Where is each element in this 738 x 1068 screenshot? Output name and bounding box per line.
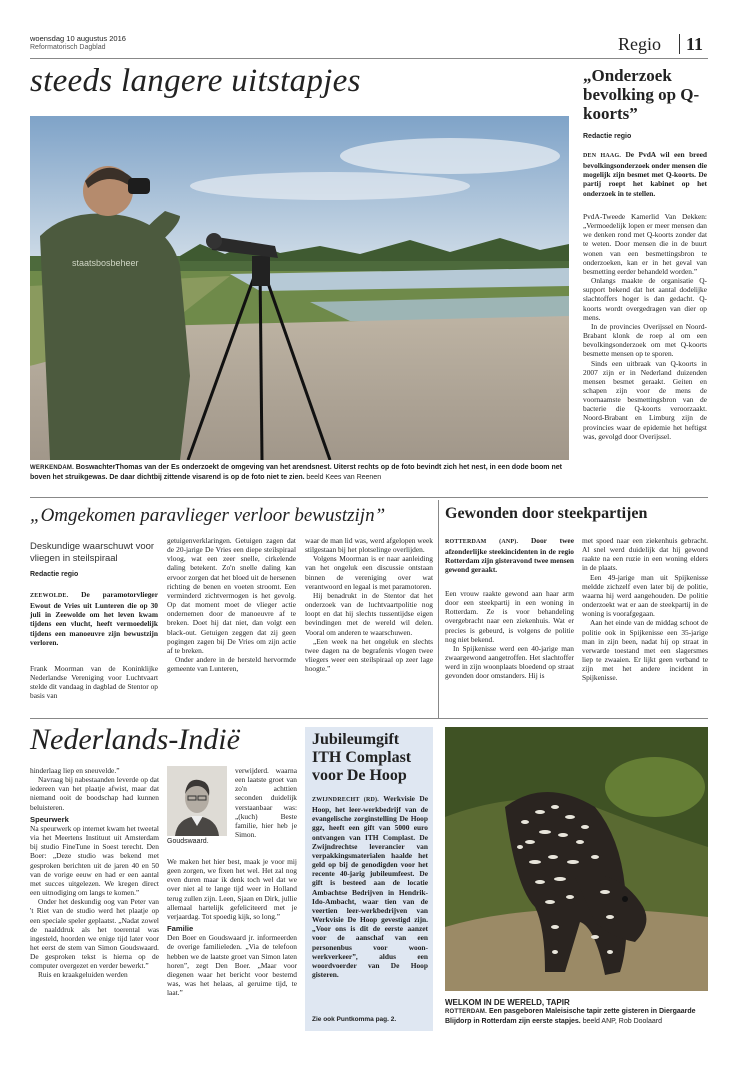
story6-headline: Jubileumgift ITH Complast voor De Hoop (312, 731, 412, 784)
section-rule-1 (30, 497, 708, 498)
story2-lead: DEN HAAG. De PvdA wil een breed bevolkingsonderzoek onder mensen die mogelijk zijn besmet met Q-koorts. De partij roept het kabinet op het onderzoek in te stellen. (583, 150, 707, 198)
story2-headline: „Onderzoek bevolking op Q-koorts” (583, 66, 700, 123)
section-rule-2 (30, 718, 708, 719)
story7-photo (445, 727, 708, 991)
story1-headline: steeds langere uitstapjes (30, 63, 361, 99)
story3-lead: ZEEWOLDE. De paramotorvlieger Ewout de Vries uit Lunteren die op 30 juli in Zeewolde om het leven kwam tijdens een vlucht, heeft vermoedelijk tijdens een manoeuvre zijn bewustzijn verloren. (30, 590, 158, 647)
story3-col3: waar de man lid was, werd afgelopen week stilgestaan bij het plotselinge overlijden. Volgens Moorman is er naar aanleiding van het ongeluk een discussie ontstaan binnen de vereniging over wat verantwoord en legaal is met paramotoren. Hij benadrukt in de Stentor dat het onderzoek van de luchtvaartpolitie nog loopt en dat hij slechts tussentijdse eigen bevindingen met de wereld wil delen. Vooral om anderen te waarschuwen. „Een week na het ongeluk en slechts twee dagen na de begrafenis vlogen twee vliegers weer een steilspiraal op zeer lage hoogte.” (305, 536, 433, 674)
story4-headline: Gewonden door steekpartijen (445, 505, 648, 522)
story4-col2: met spoed naar een ziekenhuis gebracht. Al snel werd duidelijk dat hij gewond raakte na een ruzie in een woning elders in de plaats. Een 49-jarige man uit Spijkenisse meldde zichzelf even later bij de politie, waarna hij werd aangehouden. De politie onderzoekt wat er aan de steekpartij in de woning is voorafgegaan. Aan het einde van de middag schoot de politie ook in Spijkenisse een 35-jarige man in zijn been, nadat hij op straat in verwarde toestand met een slagersmes liep te zwaaien. Er lijkt geen verband te zijn met het andere incident in Spijkenisse. (582, 536, 708, 683)
vest-logo: staatsbosbeheer (72, 258, 139, 268)
story3-kicker: Deskundige waarschuwt voor vliegen in steilspiraal (30, 541, 155, 564)
story3-headline: „Omgekomen paravlieger verloor bewustzijn” (30, 505, 386, 526)
header-divider (679, 34, 680, 54)
story4-col1: Een vrouw raakte gewond aan haar arm door een steekpartij in een woning in Rotterdam. Ze is voor behandeling overgebracht naar een ziekenhuis. Wat er precies is gebeurd, is volgens de politie nog niet bekend. In Spijkenisse werd een 40-jarige man zwaargewond aangetroffen. Het slachtoffer werd in zijn woonplaats bloedend op straat gevonden door omstanders. Hij is (445, 589, 574, 681)
story7-caption: WELKOM IN DE WERELD, TAPIR ROTTERDAM. Een pasgeboren Maleisische tapir zette gisteren in Diergaarde Blijdorp in Rotterdam zijn eerste stapjes. beeld ANP, Rob Doolaard (445, 998, 708, 1026)
subhead-speurwerk: Speurwerk (30, 814, 69, 824)
vertical-rule (438, 500, 439, 718)
story6-lead: ZWIJNDRECHT (RD). Werkvisie De Hoop, het leer-werkbedrijf van de evangelische zorginstelling De Hoop ggz, heeft een gift van 5000 euro ontvangen van ITH Complast. De Zwijndrechtse leverancier van verpakkingsmaterialen haalde het geld op bij de genodigden voor het recente 40-jarig jubileumfeest. De gift is besteed aan de locatie Ambachtse Bedrijven in Hendrik-Ido-Ambacht, waar tien van de veertien leer-werkbedrijven van Werkvisie De Hoop gevestigd zijn. „Voor ons is dit de eerste aanzet voor de aanschaf van een personenbus voor woon-werkverkeer”, aldus een woordvoerder van De Hoop gisteren. (312, 794, 429, 979)
story7-caption-head: WELKOM IN DE WERELD, TAPIR (445, 998, 570, 1007)
page-number: 11 (686, 34, 704, 54)
subhead-familie: Familie (167, 924, 194, 934)
story5-col2-top: verwijderd. waarna een laatste groet van zo'n achttien seconden duidelijk verstaanbaar was: „(kuch) Beste familie, hier heb je Simon. (235, 766, 297, 840)
story5-col1: hinderlaag liep en sneuvelde.” Navraag bij nabestaanden leverde op dat iedereen van het plaatje afwist, maar dat niemand ooit de boodschap had kunnen beluisteren. Speurwerk Na speurwerk op internet kwam het tweetal via het Meertens Instituut uit Amsterdam bij studio FineTune in Soest terecht. Den Boer: „Deze studio was bekend met gesproken berichten uit de jaren 40 en 50 van de vorige eeuw en had er een aantal met succes uitgelezen. We kregen direct een uitnodiging om langs te komen.” Onder het deskundig oog van Peter van 't Riet van de studio werd het plaatje op een speciale speler geplaatst. „Nadat zowel de naalddruk als het toerental was ingesteld, hoorden we enige tijd later voor het eerst de stem van Simon Goudswaard. De gesproken tekst is hierna op de computer overgezet en verder bewerkt.” Ruis en kraakgeluiden werden (30, 766, 159, 980)
story6-footer: Zie ook Puntkomma pag. 2. (312, 1016, 397, 1023)
header-date: woensdag 10 augustus 2016 (30, 34, 126, 43)
section-label: Regio (618, 34, 661, 54)
story3-col1: Frank Moorman van de Koninklijke Nederlandse Vereniging voor Luchtvaart stelde dit vandaag in dagblad de Stentor op basis van (30, 664, 158, 701)
story3-byline: Redactie regio (30, 571, 79, 578)
story2-byline: Redactie regio (583, 133, 632, 140)
story1-caption: WERKENDAM. BoswachterThomas van der Es onderzoekt de omgeving van het arendsnest. Uiterst rechts op de foto bevindt zich het nest, in een dode boom net boven het struikgewas. De daar dichtbij zittende visarend is op de foto niet te zien. beeld Kees van Reenen (30, 464, 562, 481)
story3-col2: getuigenverklaringen. Getuigen zagen dat de 20-jarige De Vries een diepe steilspiraal vloog, wat een zeer snelle, cirkelende daling betekent. Zo'n snelle daling kan ervoor zorgen dat het bloed uit de hersenen richting de benen en voeten stroomt. Een verminderd zichtvermogen is het gevolg. Op dat moment moet de vlieger actie ondernemen door de manoeuvre af te breken. Doet hij dat niet, dan volgt een black-out. Getuigen zeggen dat zij geen pogingen zagen bij De Vries om zijn actie af te breken. Onder andere in de hersteld hervormde gemeente van Lunteren, (167, 536, 296, 674)
story1-photo (30, 116, 569, 460)
story4-lead: ROTTERDAM (ANP). Door twee afzonderlijke steekincidenten in de regio Rotterdam zijn gisteravond twee mensen gewond geraakt. (445, 536, 574, 575)
story5-col2: We maken het hier best, maak je voor mij geen zorgen, we fixen het wel. Het zal nog even duren maar ik denk toch wel dat we over niet al te lange tijd weer in Holland terug zullen zijn. Leen, Sjaan en Dirk, jullie allemaal hartelijk gefeliciteerd met je verjaardag. Tot spoedig kijk, so long.” Familie Den Boer en Goudswaard jr. informeerden de overige familieleden. „Via de telefoon hebben we de laatste groet van Simon laten horen”, zegt Den Boer. „Maar voor diegenen waar het bericht voor bestemd was, was het helaas, al geruime tijd, te laat.” (167, 857, 297, 998)
header-paper: Reformatorisch Dagblad (30, 44, 106, 51)
portrait-photo (167, 766, 227, 836)
header-rule (30, 58, 708, 59)
story5-headline: Nederlands-Indië (30, 723, 240, 756)
story2-body: PvdA-Tweede Kamerlid Van Dekken: „Vermoedelijk lopen er meer mensen dan we denken rond met Q-koorts zonder dat te weten. Door mensen die in de buurt wonen van een besmettingsbron te onderzoeken, kan er in het geval van besmetting eerder behandeld worden.” Onlangs maakte de organisatie Q-support bekend dat het aantal dodelijke slachtoffers hoger is dan gedacht. Q-koorts wordt overgedragen van dier op mens. In de provincies Overijssel en Noord-Brabant klonk de roep al om een bevolkingsonderzoek om met Q-koorts besmette mensen op te sporen. Sinds een uitbraak van Q-koorts in 2007 zijn er in Nederland duizenden mensen besmet geraakt. Geiten en schapen zijn voor de mens de voornaamste besmettingsbron van de bacterie die Q-koorts veroorzaakt. Noord-Brabant en Limburg zijn de provincies waar de epidemie het heftigst was, gevolgd door Overijssel. (583, 212, 707, 441)
portrait-caption: Goudswaard. (167, 838, 209, 845)
